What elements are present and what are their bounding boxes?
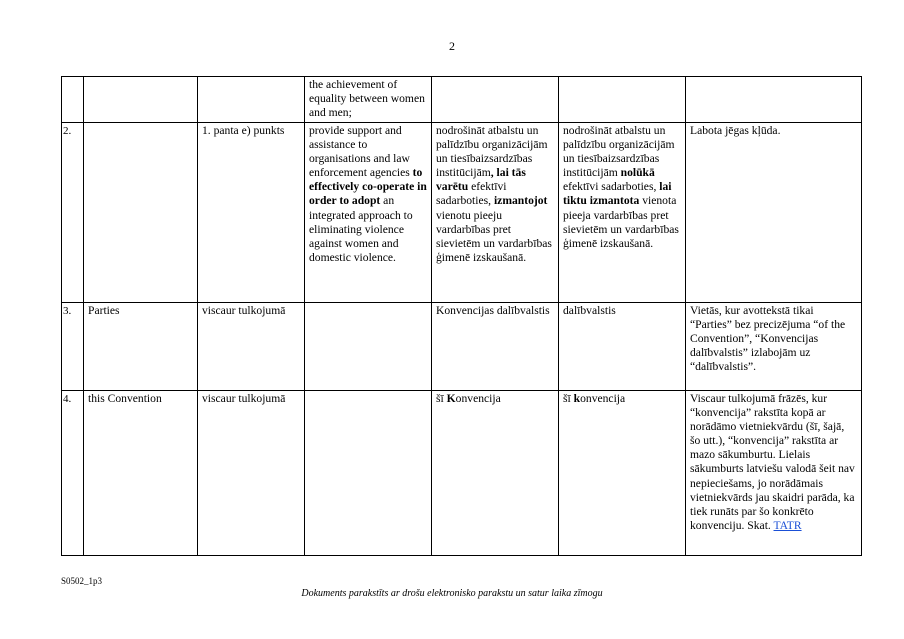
term-cell — [84, 123, 198, 303]
text-segment: Vietās, kur avottekstā tikai “Parties” bez precizējuma “of the Convention”, “Konvencijas dalībvalstis” izlabojām uz “dalībvalstis”. — [690, 304, 846, 374]
text-segment: provide support and assistance to organisations and law enforcement agencies — [309, 124, 413, 180]
source-text-cell — [305, 303, 432, 391]
comment-cell — [686, 123, 862, 303]
location-cell: viscaur tulkojumā — [198, 303, 305, 391]
location-cell — [198, 77, 305, 123]
table-row — [62, 391, 862, 556]
table-row — [62, 303, 862, 391]
bold-text-segment: to effectively co-operate in order to adopt — [309, 166, 427, 208]
text-segment: Konvencijas dalībvalstis — [436, 304, 550, 317]
row-number-cell: 2. — [62, 123, 84, 303]
text-segment: vienotu pieeju vardarbības pret sievietēm un vardarbības ģimenē izskaušanā. — [436, 208, 552, 264]
location-cell: viscaur tulkojumā — [198, 391, 305, 556]
text-segment: efektīvi sadarboties, — [436, 180, 507, 208]
comment-cell — [686, 391, 862, 556]
original-translation-cell — [432, 123, 559, 303]
row-number-cell: 3. — [62, 303, 84, 391]
term-cell: this Convention — [84, 391, 198, 556]
page-number: 2 — [449, 39, 455, 53]
bold-text-segment: izmantojot — [493, 194, 548, 208]
terminology-table — [61, 76, 862, 556]
text-segment: šī — [563, 392, 574, 405]
source-text-cell — [305, 391, 432, 556]
bold-text-segment: k — [573, 392, 581, 405]
table-row — [62, 123, 862, 303]
text-segment: efektīvi sadarboties, — [563, 180, 660, 194]
document-code: S0502_1p3 — [61, 576, 103, 586]
row-number-cell — [62, 77, 84, 123]
reference-link[interactable]: TATR — [773, 518, 802, 532]
revised-translation-cell — [559, 123, 686, 303]
text-segment: the achievement of equality between women and men; — [309, 78, 425, 120]
comment-cell — [686, 303, 862, 391]
text-segment: Viscaur tulkojumā frāzēs, kur “konvencija” rakstīta kopā ar norādāmo vietniekvārdu (šī, šajā, šo utt.), “konvencija” rakstīta ar mazo sākumburtu. Lielais sākumburts latviešu valodā šeit nav nepieciešams, jo norādāmais vietniekvārds jau skaidri parāda, ka tiek runāts par šo konkrēto konvenciju. Skat. — [690, 392, 855, 532]
source-text-cell — [305, 123, 432, 303]
revised-translation-cell — [559, 77, 686, 123]
term-cell — [84, 77, 198, 123]
text-segment: vienota pieeja vardarbības pret sievietēm un vardarbības ģimenē izskaušanā. — [563, 194, 679, 250]
bold-text-segment: lai tiktu izmantota — [563, 180, 672, 208]
text-segment: Labota jēgas kļūda. — [690, 124, 781, 137]
term-cell: Parties — [84, 303, 198, 391]
bold-text-segment: K — [446, 392, 456, 405]
table-row — [62, 77, 862, 123]
original-translation-cell — [432, 391, 559, 556]
bold-text-segment: nolūkā — [620, 166, 655, 180]
bold-text-segment: , lai tās varētu — [436, 166, 526, 194]
comment-cell — [686, 77, 862, 123]
revised-translation-cell — [559, 391, 686, 556]
text-segment: nodrošināt atbalstu un palīdzību organizācijām un tiesībaizsardzības institūcijām — [436, 124, 548, 180]
signature-footer: Dokuments parakstīts ar drošu elektronisko parakstu un satur laika zīmogu — [301, 588, 603, 599]
original-translation-cell — [432, 77, 559, 123]
text-segment: nodrošināt atbalstu un palīdzību organizācijām un tiesībaizsardzības institūcijām — [563, 124, 675, 180]
revised-translation-cell — [559, 303, 686, 391]
text-segment: an integrated approach to eliminating violence against women and domestic violence. — [309, 194, 413, 264]
text-segment: onvencija — [455, 392, 501, 405]
original-translation-cell — [432, 303, 559, 391]
text-segment: šī — [436, 392, 447, 405]
row-number-cell: 4. — [62, 391, 84, 556]
source-text-cell — [305, 77, 432, 123]
text-segment: dalībvalstis — [563, 304, 616, 317]
location-cell: 1. panta e) punkts — [198, 123, 305, 303]
text-segment: onvencija — [580, 392, 626, 405]
